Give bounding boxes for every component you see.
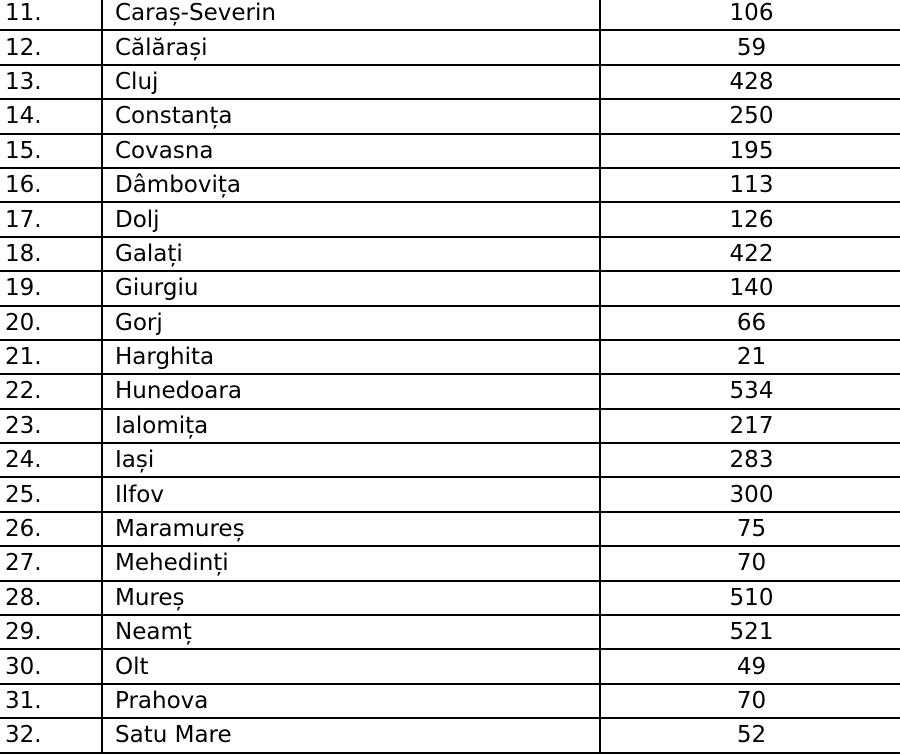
county-name: Ilfov xyxy=(102,477,600,511)
row-index: 31. xyxy=(0,684,102,718)
row-index: 14. xyxy=(0,99,102,133)
county-name: Prahova xyxy=(102,684,600,718)
county-value: 510 xyxy=(600,581,900,615)
table-row xyxy=(0,649,900,683)
row-index: 23. xyxy=(0,409,102,443)
table-row xyxy=(0,374,900,408)
county-value: 70 xyxy=(600,546,900,580)
table-row xyxy=(0,202,900,236)
county-name: Satu Mare xyxy=(102,718,600,752)
county-name: Olt xyxy=(102,649,600,683)
county-value: 195 xyxy=(600,134,900,168)
row-index: 28. xyxy=(0,581,102,615)
county-value: 59 xyxy=(600,30,900,64)
county-value: 52 xyxy=(600,718,900,752)
county-value: 106 xyxy=(600,0,900,30)
row-index: 24. xyxy=(0,443,102,477)
table-row xyxy=(0,0,900,30)
table-row xyxy=(0,684,900,718)
row-index: 25. xyxy=(0,477,102,511)
table-row xyxy=(0,65,900,99)
county-value: 422 xyxy=(600,237,900,271)
table-row xyxy=(0,237,900,271)
row-index: 30. xyxy=(0,649,102,683)
row-index: 26. xyxy=(0,512,102,546)
county-name: Gorj xyxy=(102,306,600,340)
county-value: 140 xyxy=(600,271,900,305)
county-value: 49 xyxy=(600,649,900,683)
row-index: 27. xyxy=(0,546,102,580)
table-row xyxy=(0,546,900,580)
table-row xyxy=(0,306,900,340)
county-value: 75 xyxy=(600,512,900,546)
table-row xyxy=(0,99,900,133)
county-name: Dâmbovița xyxy=(102,168,600,202)
table-row xyxy=(0,718,900,752)
table-row xyxy=(0,271,900,305)
county-value: 250 xyxy=(600,99,900,133)
row-index: 20. xyxy=(0,306,102,340)
county-name: Covasna xyxy=(102,134,600,168)
county-value: 70 xyxy=(600,684,900,718)
county-value: 521 xyxy=(600,615,900,649)
row-index: 13. xyxy=(0,65,102,99)
table-row xyxy=(0,477,900,511)
row-index: 19. xyxy=(0,271,102,305)
county-name: Neamț xyxy=(102,615,600,649)
table-row xyxy=(0,168,900,202)
row-index: 11. xyxy=(0,0,102,30)
row-index: 12. xyxy=(0,30,102,64)
table-row xyxy=(0,409,900,443)
county-name: Iași xyxy=(102,443,600,477)
county-value: 126 xyxy=(600,202,900,236)
row-index: 18. xyxy=(0,237,102,271)
county-name: Constanța xyxy=(102,99,600,133)
county-value: 21 xyxy=(600,340,900,374)
row-index: 17. xyxy=(0,202,102,236)
county-name: Mureș xyxy=(102,581,600,615)
county-name: Harghita xyxy=(102,340,600,374)
county-value: 217 xyxy=(600,409,900,443)
county-name: Cluj xyxy=(102,65,600,99)
row-index: 29. xyxy=(0,615,102,649)
table-row xyxy=(0,134,900,168)
row-index: 22. xyxy=(0,374,102,408)
county-value: 534 xyxy=(600,374,900,408)
table-row xyxy=(0,443,900,477)
county-name: Maramureș xyxy=(102,512,600,546)
row-index: 21. xyxy=(0,340,102,374)
county-name: Galați xyxy=(102,237,600,271)
table-row xyxy=(0,615,900,649)
table-row xyxy=(0,340,900,374)
county-name: Dolj xyxy=(102,202,600,236)
table-row xyxy=(0,581,900,615)
county-name: Ialomița xyxy=(102,409,600,443)
row-index: 16. xyxy=(0,168,102,202)
county-name: Călărași xyxy=(102,30,600,64)
county-name: Caraș-Severin xyxy=(102,0,600,30)
table-row xyxy=(0,512,900,546)
county-name: Giurgiu xyxy=(102,271,600,305)
county-value: 428 xyxy=(600,65,900,99)
county-name: Hunedoara xyxy=(102,374,600,408)
county-value: 300 xyxy=(600,477,900,511)
row-index: 32. xyxy=(0,718,102,752)
county-value: 283 xyxy=(600,443,900,477)
county-value: 66 xyxy=(600,306,900,340)
county-value: 113 xyxy=(600,168,900,202)
county-name: Mehedinți xyxy=(102,546,600,580)
row-index: 15. xyxy=(0,134,102,168)
table-row xyxy=(0,30,900,64)
